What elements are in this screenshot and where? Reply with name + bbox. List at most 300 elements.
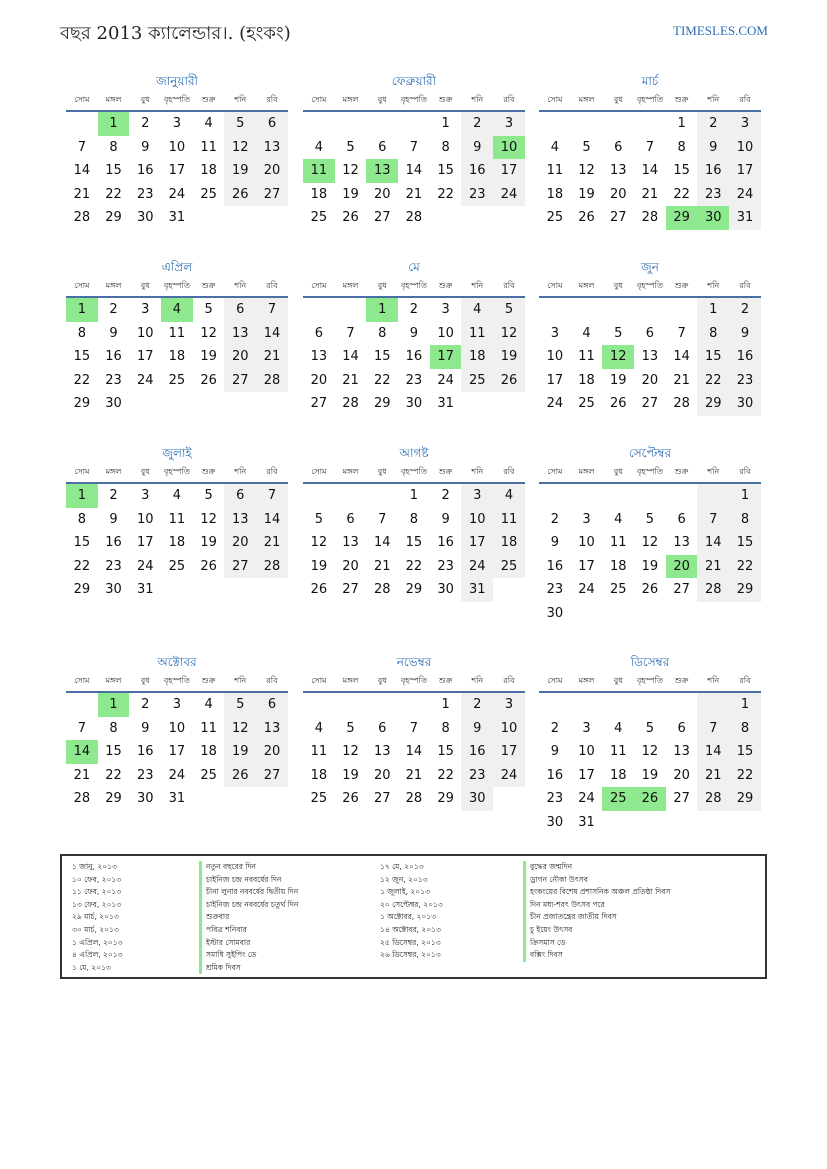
holiday-cell: 11 <box>303 159 335 183</box>
day-cell: 1 <box>697 298 729 322</box>
day-cell: 2 <box>141 697 150 712</box>
day-cell: 2 <box>109 488 118 503</box>
day-cell: 30 <box>546 814 564 830</box>
empty-cell <box>634 484 666 508</box>
weekday-label: শনি <box>707 281 720 290</box>
weekday-label: মঙ্গল <box>578 676 595 685</box>
weekday-label: শুক্র <box>201 281 216 290</box>
day-cell: 11 <box>461 322 493 346</box>
day-cell: 17 <box>136 349 154 365</box>
day-cell: 17 <box>578 558 595 574</box>
holiday-cell: 1 <box>98 112 130 136</box>
day-cell: 20 <box>342 558 359 574</box>
day-cell: 17 <box>168 744 186 760</box>
day-cell: 1 <box>729 693 761 717</box>
day-cell: 5 <box>346 139 355 155</box>
weekday-label: মঙ্গল <box>342 676 359 685</box>
day-cell: 18 <box>578 372 595 388</box>
day-cell: 23 <box>105 372 122 388</box>
day-cell: 15 <box>697 345 729 369</box>
day-cell: 6 <box>224 298 256 322</box>
day-cell: 21 <box>641 186 659 202</box>
day-cell: 12 <box>200 325 217 341</box>
weekday-label: রবি <box>739 95 751 104</box>
holiday-legend <box>60 854 767 979</box>
day-cell: 19 <box>310 558 328 574</box>
month-name: নভেম্বর <box>396 655 432 669</box>
day-cell: 25 <box>310 791 328 807</box>
day-cell: 27 <box>256 764 288 788</box>
day-cell: 24 <box>493 183 525 207</box>
day-cell: 8 <box>378 325 387 341</box>
day-cell: 14 <box>697 740 729 764</box>
legend-date: ১৪ অক্টোবর, ২০১৩ <box>380 924 441 934</box>
month-name: অক্টোবর <box>157 655 197 669</box>
day-cell: 24 <box>729 183 761 207</box>
weekday-label: বৃহস্পতি <box>636 676 663 685</box>
day-cell: 23 <box>461 183 493 207</box>
day-cell: 18 <box>168 535 186 551</box>
weekday-header <box>539 462 761 484</box>
weekday-label: মঙ্গল <box>105 95 122 104</box>
legend-holiday-name: চীনা লুনার নববর্ষের দ্বিতীয় দিন <box>199 886 298 899</box>
day-grid <box>539 484 761 626</box>
weekday-label: বৃহস্পতি <box>400 467 427 476</box>
day-grid <box>303 693 525 811</box>
weekday-label: সোম <box>311 467 327 476</box>
weekday-label: শুক্র <box>438 281 453 290</box>
day-cell: 20 <box>673 767 690 783</box>
weekday-label: বৃহস্পতি <box>163 95 190 104</box>
day-grid <box>539 693 761 835</box>
day-grid <box>66 298 288 416</box>
day-cell: 26 <box>609 396 627 412</box>
day-cell: 28 <box>697 578 729 602</box>
month-name: সেপ্টেম্বর <box>628 446 672 460</box>
legend-dates-column-2 <box>380 861 443 962</box>
day-cell: 19 <box>609 372 627 388</box>
day-cell: 30 <box>136 210 154 226</box>
empty-cell <box>303 693 335 717</box>
day-cell: 19 <box>200 535 217 551</box>
day-cell: 3 <box>141 302 150 317</box>
day-cell: 15 <box>73 349 91 365</box>
day-cell: 9 <box>109 325 118 341</box>
day-cell: 29 <box>373 396 391 412</box>
day-cell: 11 <box>200 139 217 155</box>
day-cell: 5 <box>645 720 655 736</box>
weekday-label: মঙ্গল <box>578 95 595 104</box>
day-cell: 26 <box>200 558 217 574</box>
weekday-label: শনি <box>234 676 247 685</box>
weekday-label: রবি <box>266 467 278 476</box>
empty-cell <box>366 484 398 508</box>
empty-cell <box>66 693 98 717</box>
day-cell: 25 <box>200 186 217 202</box>
day-cell: 20 <box>256 740 288 764</box>
weekday-label: মঙ্গল <box>105 467 122 476</box>
day-cell: 22 <box>729 555 761 579</box>
empty-cell <box>571 484 603 508</box>
day-cell: 7 <box>409 720 419 736</box>
holiday-cell: 29 <box>666 206 698 230</box>
day-cell: 20 <box>609 186 627 202</box>
day-cell: 10 <box>578 535 595 551</box>
day-cell: 23 <box>437 558 454 574</box>
empty-cell <box>634 298 666 322</box>
day-cell: 8 <box>109 139 118 155</box>
day-grid <box>66 112 288 230</box>
day-grid <box>66 693 288 811</box>
empty-cell <box>335 484 367 508</box>
day-cell: 16 <box>105 535 122 551</box>
day-cell: 29 <box>405 582 423 598</box>
weekday-label: বুধ <box>140 467 150 476</box>
legend-date: ১২ জুন, ২০১৩ <box>380 874 428 884</box>
day-cell: 23 <box>697 183 729 207</box>
day-cell: 7 <box>697 508 729 532</box>
day-cell: 23 <box>105 558 122 574</box>
day-cell: 16 <box>461 740 493 764</box>
day-cell: 10 <box>136 511 154 527</box>
day-cell: 27 <box>224 555 256 579</box>
weekday-label: রবি <box>266 676 278 685</box>
legend-holiday-name: নতুন বছরের দিন <box>199 861 298 874</box>
day-cell: 29 <box>73 582 91 598</box>
weekday-label: রবি <box>503 676 515 685</box>
legend-date: ১ জুলাই, ২০১৩ <box>380 887 430 897</box>
day-cell: 15 <box>437 744 454 760</box>
weekday-label: সোম <box>74 676 90 685</box>
day-cell: 29 <box>437 791 454 807</box>
empty-cell <box>539 693 571 717</box>
day-cell: 20 <box>373 186 391 202</box>
day-cell: 15 <box>437 163 454 179</box>
day-cell: 16 <box>105 349 122 365</box>
legend-holiday-name: শ্রমিক দিবস <box>199 962 298 975</box>
day-cell: 23 <box>461 764 493 788</box>
empty-cell <box>666 693 698 717</box>
month-name: আগষ্ট <box>399 446 429 460</box>
weekday-label: সোম <box>74 281 90 290</box>
day-cell: 26 <box>224 764 256 788</box>
day-cell: 9 <box>729 322 761 346</box>
day-cell: 27 <box>224 369 256 393</box>
legend-holiday-name: ক্রিসমাস ডে <box>523 937 670 950</box>
day-cell: 21 <box>673 372 690 388</box>
day-cell: 26 <box>342 210 359 226</box>
empty-cell <box>634 112 666 136</box>
day-cell: 8 <box>441 139 450 155</box>
weekday-header <box>539 276 761 298</box>
day-cell: 24 <box>136 372 154 388</box>
day-cell: 27 <box>373 791 391 807</box>
day-cell: 2 <box>550 511 559 527</box>
day-grid <box>66 484 288 602</box>
holiday-cell: 12 <box>602 345 634 369</box>
day-cell: 5 <box>346 720 355 736</box>
day-cell: 31 <box>168 210 186 226</box>
day-cell: 12 <box>342 163 359 179</box>
day-cell: 30 <box>405 396 423 412</box>
weekday-label: বুধ <box>140 95 150 104</box>
day-cell: 28 <box>405 791 423 807</box>
day-cell: 13 <box>342 535 359 551</box>
day-cell: 9 <box>461 136 493 160</box>
day-cell: 29 <box>105 791 122 807</box>
day-cell: 18 <box>310 186 328 202</box>
day-cell: 20 <box>641 372 659 388</box>
day-cell: 26 <box>493 369 525 393</box>
weekday-label: শনি <box>707 95 720 104</box>
weekday-label: শুক্র <box>201 676 216 685</box>
day-cell: 11 <box>200 720 217 736</box>
weekday-label: সোম <box>74 467 90 476</box>
empty-cell <box>666 298 698 322</box>
legend-holiday-name: ড্রাগন নৌকা উৎসব <box>523 874 670 887</box>
day-cell: 16 <box>405 349 423 365</box>
day-cell: 22 <box>437 186 454 202</box>
day-cell: 27 <box>342 582 359 598</box>
day-cell: 20 <box>224 345 256 369</box>
day-cell: 8 <box>77 325 86 341</box>
page-title: বছর 2013 ক্যালেন্ডার।. (হংকং) <box>60 23 291 44</box>
day-cell: 7 <box>346 325 355 341</box>
day-cell: 18 <box>200 163 217 179</box>
day-cell: 17 <box>493 740 525 764</box>
day-cell: 16 <box>461 159 493 183</box>
day-cell: 18 <box>461 345 493 369</box>
day-grid <box>303 484 525 602</box>
day-cell: 13 <box>641 349 659 365</box>
weekday-label: বৃহস্পতি <box>163 281 190 290</box>
empty-cell <box>335 693 367 717</box>
day-cell: 20 <box>310 372 328 388</box>
day-cell: 26 <box>224 183 256 207</box>
day-cell: 18 <box>546 186 564 202</box>
weekday-label: রবি <box>503 467 515 476</box>
day-cell: 21 <box>73 186 91 202</box>
legend-date: ১০ ফেব, ২০১৩ <box>72 874 122 884</box>
day-cell: 6 <box>256 112 288 136</box>
legend-names-column-1 <box>199 861 298 974</box>
day-cell: 27 <box>310 396 328 412</box>
weekday-header <box>66 276 288 298</box>
day-cell: 10 <box>493 717 525 741</box>
day-cell: 24 <box>168 767 186 783</box>
day-grid <box>303 112 525 230</box>
empty-cell <box>303 484 335 508</box>
day-cell: 4 <box>550 139 559 155</box>
day-cell: 23 <box>136 186 154 202</box>
day-cell: 10 <box>437 325 454 341</box>
day-cell: 30 <box>105 582 122 598</box>
legend-date: ১ এপ্রিল, ২০১৩ <box>72 937 123 947</box>
day-cell: 2 <box>409 302 419 317</box>
day-cell: 16 <box>136 163 154 179</box>
legend-date: ১ মে, ২০১৩ <box>72 962 111 972</box>
weekday-label: সোম <box>547 467 563 476</box>
empty-cell <box>335 298 367 322</box>
weekday-label: মঙ্গল <box>105 281 122 290</box>
day-cell: 15 <box>73 535 91 551</box>
day-cell: 13 <box>609 163 627 179</box>
day-cell: 28 <box>673 396 690 412</box>
day-cell: 13 <box>310 349 328 365</box>
day-cell: 8 <box>109 720 118 736</box>
weekday-label: মঙ্গল <box>578 281 595 290</box>
day-cell: 24 <box>461 555 493 579</box>
day-cell: 6 <box>224 484 256 508</box>
day-cell: 31 <box>461 578 493 602</box>
day-cell: 19 <box>578 186 595 202</box>
day-cell: 18 <box>609 558 627 574</box>
holiday-cell: 1 <box>366 298 398 322</box>
day-cell: 17 <box>578 767 595 783</box>
weekday-header <box>303 671 525 693</box>
weekday-header <box>66 671 288 693</box>
day-cell: 15 <box>729 740 761 764</box>
holiday-cell: 10 <box>493 136 525 160</box>
empty-cell <box>602 484 634 508</box>
day-cell: 28 <box>641 210 659 226</box>
day-cell: 21 <box>256 531 288 555</box>
month-calendar <box>539 72 761 230</box>
day-cell: 12 <box>200 511 217 527</box>
day-cell: 25 <box>546 210 564 226</box>
day-cell: 27 <box>373 210 391 226</box>
month-calendar <box>66 72 288 230</box>
legend-date: ১ অক্টোবর, ২০১৩ <box>380 912 437 922</box>
weekday-label: মঙ্গল <box>342 281 359 290</box>
day-cell: 17 <box>546 372 564 388</box>
day-cell: 4 <box>582 325 591 341</box>
weekday-label: বৃহস্পতি <box>636 281 663 290</box>
day-cell: 21 <box>256 345 288 369</box>
day-cell: 9 <box>441 511 450 527</box>
day-cell: 7 <box>697 717 729 741</box>
day-cell: 21 <box>405 186 423 202</box>
weekday-header <box>539 671 761 693</box>
day-cell: 27 <box>256 183 288 207</box>
empty-cell <box>666 484 698 508</box>
day-cell: 30 <box>729 392 761 416</box>
day-cell: 16 <box>729 345 761 369</box>
day-cell: 12 <box>310 535 328 551</box>
day-cell: 11 <box>168 325 186 341</box>
day-cell: 15 <box>105 163 122 179</box>
day-grid <box>539 298 761 416</box>
day-cell: 4 <box>614 511 623 527</box>
day-cell: 4 <box>314 720 323 736</box>
empty-cell <box>398 693 430 717</box>
month-calendar <box>539 444 761 626</box>
site-link[interactable]: TIMESLES.COM <box>673 23 768 38</box>
legend-holiday-name: পবিত্র শনিবার <box>199 924 298 937</box>
day-cell: 22 <box>73 558 91 574</box>
legend-holiday-name: চাইনিজ চন্দ্র নববর্ষের চতুর্থ দিন <box>199 899 298 912</box>
day-cell: 5 <box>224 112 256 136</box>
day-cell: 14 <box>405 744 423 760</box>
day-cell: 1 <box>677 116 686 131</box>
day-cell: 22 <box>437 767 454 783</box>
month-calendar <box>539 653 761 835</box>
day-cell: 2 <box>441 488 450 503</box>
day-cell: 6 <box>256 693 288 717</box>
day-cell: 1 <box>409 488 419 503</box>
legend-holiday-name: চীন প্রজাতন্ত্রের জাতীয় দিবস <box>523 911 670 924</box>
month-calendar <box>66 258 288 416</box>
weekday-label: বৃহস্পতি <box>636 467 663 476</box>
month-name: জানুয়ারী <box>156 74 198 88</box>
holiday-cell: 1 <box>66 298 98 322</box>
day-cell: 4 <box>493 484 525 508</box>
weekday-label: বুধ <box>377 676 387 685</box>
day-cell: 23 <box>729 369 761 393</box>
day-cell: 5 <box>493 298 525 322</box>
day-cell: 11 <box>310 744 328 760</box>
holiday-cell: 25 <box>602 787 634 811</box>
day-cell: 5 <box>582 139 591 155</box>
weekday-label: রবি <box>266 281 278 290</box>
day-cell: 1 <box>729 484 761 508</box>
day-cell: 26 <box>342 791 359 807</box>
day-cell: 25 <box>609 582 627 598</box>
day-cell: 12 <box>493 322 525 346</box>
day-cell: 7 <box>645 139 655 155</box>
day-cell: 25 <box>200 767 217 783</box>
day-cell: 11 <box>546 163 564 179</box>
day-cell: 13 <box>256 136 288 160</box>
day-cell: 5 <box>224 693 256 717</box>
day-cell: 19 <box>493 345 525 369</box>
weekday-header <box>303 90 525 112</box>
day-cell: 10 <box>578 744 595 760</box>
day-cell: 13 <box>224 508 256 532</box>
day-cell: 16 <box>136 744 154 760</box>
day-cell: 10 <box>168 720 186 736</box>
month-name: ডিসেম্বর <box>630 655 670 669</box>
day-cell: 2 <box>461 693 493 717</box>
weekday-label: শুক্র <box>674 281 689 290</box>
weekday-header <box>303 276 525 298</box>
legend-date: ১৭ মে, ২০১৩ <box>380 862 424 871</box>
day-cell: 15 <box>729 531 761 555</box>
day-cell: 7 <box>409 139 419 155</box>
day-cell: 9 <box>141 139 150 155</box>
weekday-label: শুক্র <box>674 467 689 476</box>
empty-cell <box>366 112 398 136</box>
legend-date: ২০ সেপ্টেম্বর, ২০১৩ <box>380 899 443 909</box>
day-cell: 23 <box>546 582 564 598</box>
day-cell: 7 <box>378 511 387 527</box>
day-cell: 14 <box>673 349 690 365</box>
day-cell: 15 <box>673 163 690 179</box>
day-cell: 14 <box>73 163 91 179</box>
day-cell: 5 <box>204 302 213 317</box>
holiday-cell: 4 <box>161 298 193 322</box>
day-cell: 8 <box>677 139 686 155</box>
day-cell: 17 <box>493 159 525 183</box>
empty-cell <box>539 484 571 508</box>
legend-holiday-name: সমাধি সুইপিং ডে <box>199 949 298 962</box>
legend-holiday-name: শুক্রবার <box>199 911 298 924</box>
holiday-cell: 1 <box>66 484 98 508</box>
day-cell: 28 <box>73 791 91 807</box>
day-cell: 20 <box>256 159 288 183</box>
weekday-header <box>539 90 761 112</box>
day-cell: 13 <box>256 717 288 741</box>
